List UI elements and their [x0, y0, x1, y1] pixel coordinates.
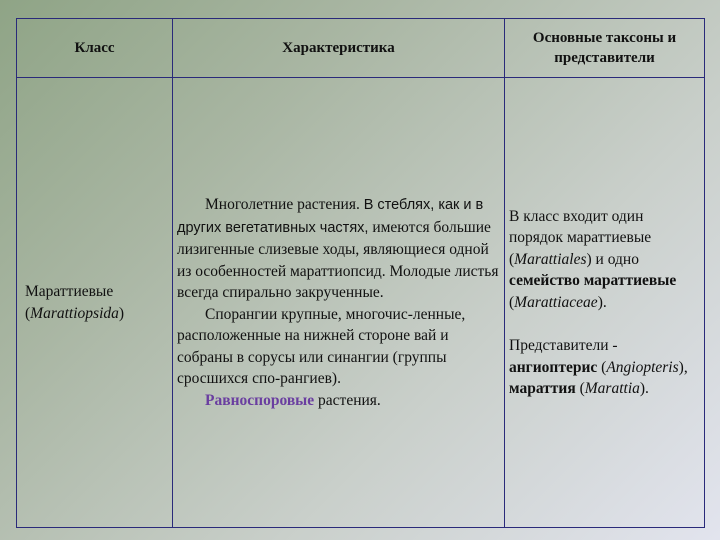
family-name: семейство мараттиевые [509, 272, 677, 289]
rep1-latin-name: Angiopteris [606, 358, 679, 376]
taxa-line-2: ) и одно [586, 250, 639, 268]
header-taxa: Основные таксоны и представители [505, 19, 705, 78]
taxa-line-4: ). [597, 293, 607, 311]
characteristic-paragraph-2: Спорангии крупные, многочис-ленные, расположенные на нижней стороне вай и собраны в сорусы или синангии (группы сросшихся спо-рангиев). [177, 305, 466, 387]
rep2-open: ( [575, 380, 585, 397]
class-paren-open: ( [25, 304, 31, 322]
order-latin-name: Marattiales [514, 250, 587, 268]
family-latin-name: Marattiaceae [514, 293, 598, 311]
spacer [509, 313, 700, 335]
taxa-cell [505, 78, 705, 528]
class-latin-name: Marattiopsida [30, 304, 119, 322]
header-row [17, 19, 705, 78]
rep1-close: ), [678, 358, 688, 376]
classification-table [16, 18, 705, 528]
char-p3-rest: растения. [314, 391, 381, 409]
char-p1-sans: В стеблях, как и в других вегетативных частях, [177, 197, 484, 236]
table-row [17, 78, 705, 528]
char-p1-rest: имеются большие лизигенные слизевые ходы, являющиеся одной из особенностей мараттиопсид. Молодые листья всегда спирально закрученные. [177, 218, 499, 301]
char-p1-serif: Многолетние растения. [205, 196, 364, 213]
characteristic-paragraph-3 [177, 390, 500, 412]
taxa-representatives-text [509, 335, 700, 400]
reps-intro: Представители - [509, 337, 618, 354]
characteristic-paragraph-1 [177, 194, 500, 304]
class-cell [17, 78, 173, 528]
taxa-order-text [509, 206, 700, 314]
characteristic-cell [173, 78, 505, 528]
header-class: Класс [17, 19, 173, 78]
class-name: Мараттиевые [25, 283, 114, 300]
rep-marattia: мараттия [509, 380, 576, 397]
taxa-line-1: В класс входит один порядок мараттиевые ( [509, 207, 652, 268]
rep2-latin-name: Marattia [584, 380, 640, 397]
taxa-line-3: ( [509, 293, 515, 311]
rep1-open: ( [597, 358, 607, 376]
header-characteristic: Характеристика [173, 19, 505, 78]
spore-type-highlight: Равноспоровые [205, 391, 315, 409]
class-paren-close: ) [118, 304, 125, 322]
rep2-close: ). [639, 380, 649, 397]
rep-angiopteris: ангиоптерис [509, 358, 598, 376]
